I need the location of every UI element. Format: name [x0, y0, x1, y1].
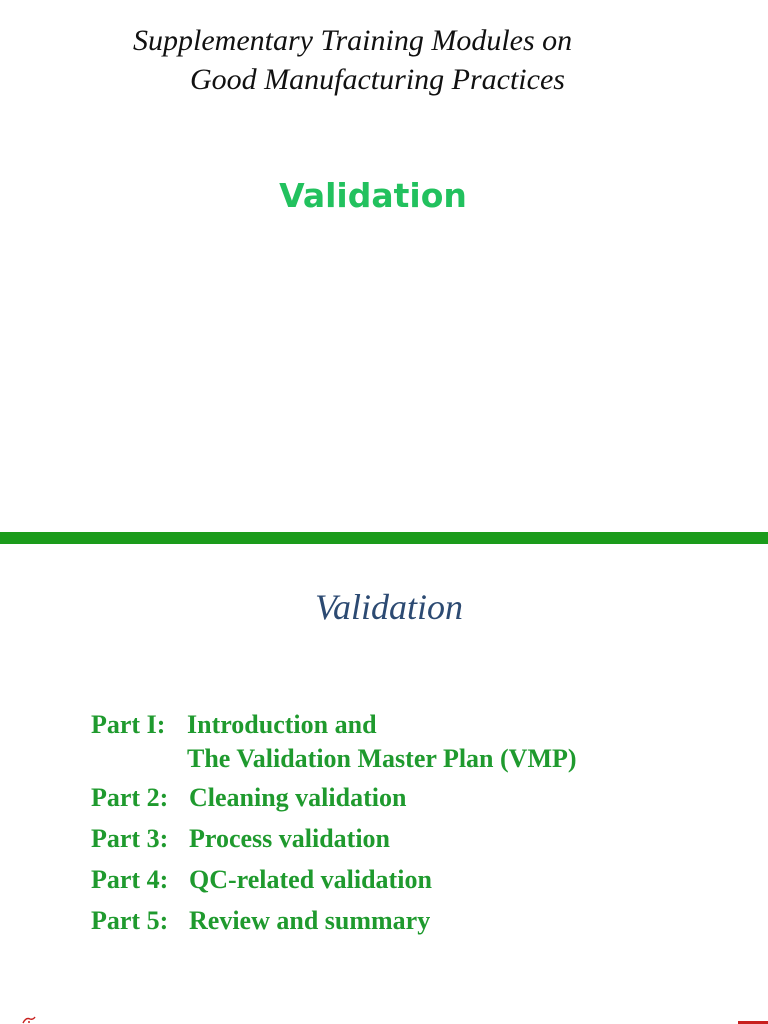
part-text-line-1: Introduction and	[187, 710, 377, 739]
part-label: Part I:	[91, 710, 166, 739]
part-text: Cleaning validation	[189, 783, 407, 812]
slide-2	[0, 544, 768, 1024]
part-text: Review and summary	[189, 906, 431, 935]
parts-list	[91, 708, 748, 945]
who-logo-icon	[22, 1016, 36, 1024]
part-text: Process validation	[189, 824, 391, 853]
part-label: Part 4:	[91, 865, 169, 894]
part-item-2	[91, 781, 748, 822]
part-item-5	[91, 904, 748, 945]
slide-2-heading: Validation	[314, 587, 463, 627]
part-item-4	[91, 863, 748, 904]
slide-divider	[0, 532, 768, 544]
module-title-line-1: Supplementary Training Modules on	[133, 24, 573, 57]
part-item-3	[91, 822, 748, 863]
part-label: Part 3:	[91, 824, 169, 853]
part-item-1	[91, 708, 748, 781]
part-text	[187, 708, 577, 776]
part-text: QC-related validation	[189, 865, 432, 894]
part-label: Part 5:	[91, 906, 169, 935]
module-title-line-2: Good Manufacturing Practices	[190, 63, 565, 96]
part-label: Part 2:	[91, 783, 169, 812]
part-text-line-2: The Validation Master Plan (VMP)	[187, 744, 577, 773]
slide-1-heading: Validation	[279, 176, 467, 215]
